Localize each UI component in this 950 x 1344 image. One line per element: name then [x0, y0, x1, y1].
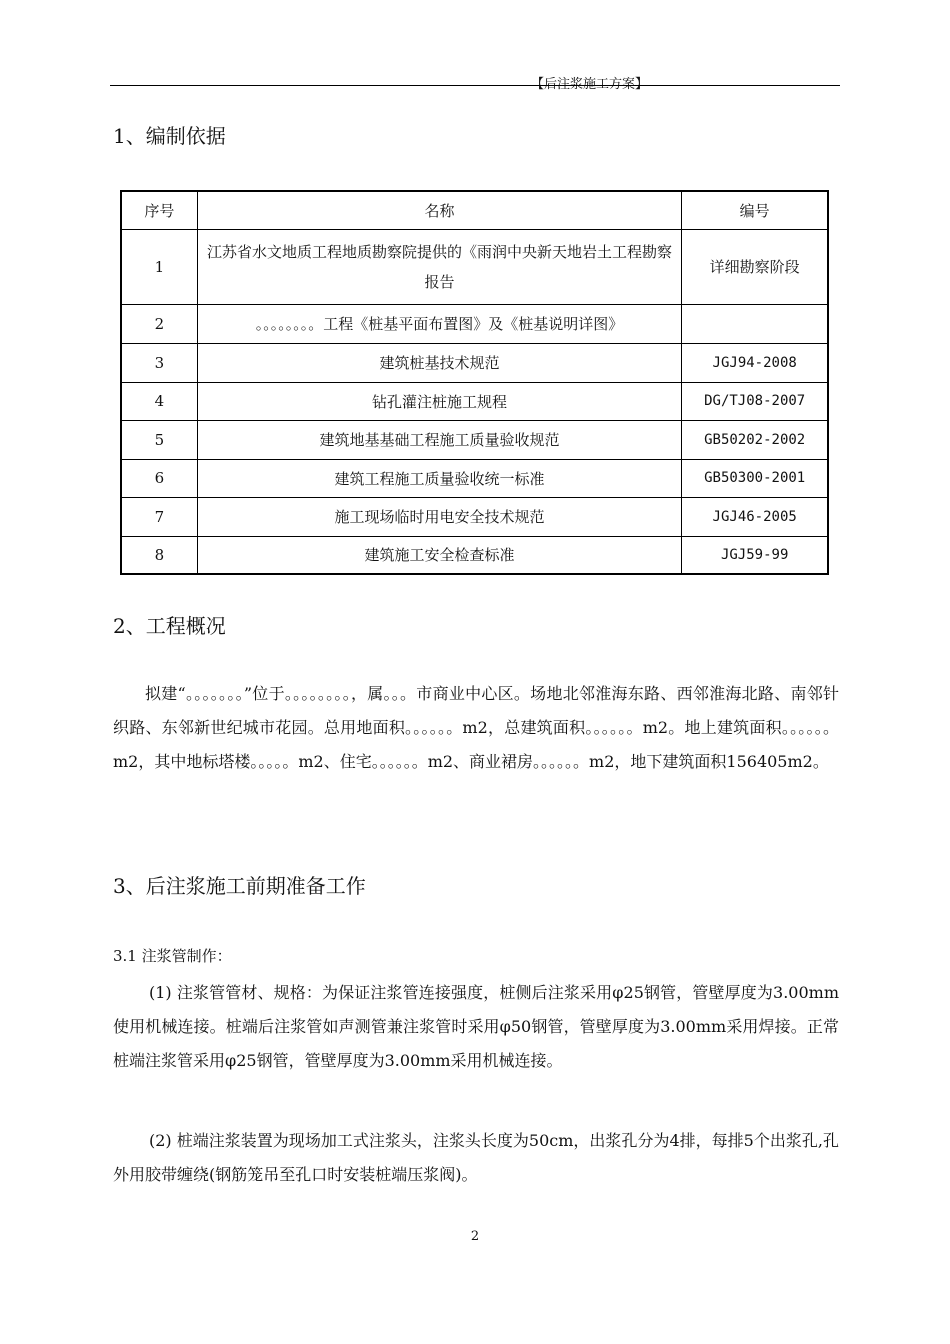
table-cell-index: 4: [121, 382, 197, 420]
table-row: [121, 304, 828, 343]
table-cell-index: 2: [121, 304, 197, 343]
section2-heading: 2、工程概况: [113, 614, 226, 638]
table-cell-index: 8: [121, 536, 197, 574]
table-cell-code: JGJ46-2005: [682, 497, 828, 536]
header-title: 【后注浆施工方案】: [530, 77, 648, 92]
table-row: [121, 343, 828, 382]
table-header-cell: 名称: [197, 191, 682, 229]
table-cell-index: 5: [121, 420, 197, 459]
table-cell-code: 详细勘察阶段: [682, 229, 828, 304]
table-cell-index: 3: [121, 343, 197, 382]
table-cell-code: DG/TJ08-2007: [682, 382, 828, 420]
table-cell-name: 建筑地基基础工程施工质量验收规范: [197, 420, 682, 459]
table-cell-name: 建筑施工安全检查标准: [197, 536, 682, 574]
table-cell-name: 施工现场临时用电安全技术规范: [197, 497, 682, 536]
table-cell-code: [682, 304, 828, 343]
table-cell-index: 7: [121, 497, 197, 536]
section3-heading: 3、后注浆施工前期准备工作: [113, 874, 366, 898]
table-row: [121, 382, 828, 420]
list-item: (2) 桩端注浆装置为现场加工式注浆头，注浆头长度为50cm，出浆孔分为4排，每排5个出浆孔,孔外用胶带缠绕(钢筋笼吊至孔口时安装桩端压浆阀)。: [113, 1131, 839, 1184]
table-cell-name: 。。。。。。。。工程《桩基平面布置图》及《桩基说明详图》: [197, 304, 682, 343]
table-cell-name: 建筑桩基技术规范: [197, 343, 682, 382]
table-cell-code: JGJ59-99: [682, 536, 828, 574]
table-cell-index: 6: [121, 459, 197, 497]
table-row: [121, 497, 828, 536]
overview-paragraph: 拟建“。。。。。。。”位于。。。。。。。。，属。。。市商业中心区。场地北邻淮海东路、西邻淮海北路、南邻针织路、东邻新世纪城市花园。总用地面积。。。。。。m2，总建筑面积。。。。。。m2。地上建筑面积。。。。。。m2，其中地标塔楼。。。。。m2、住宅。。。。。。m2、商业裙房。。。。。。m2，地下建筑面积156405m2。: [113, 684, 839, 771]
table-cell-name: 建筑工程施工质量验收统一标准: [197, 459, 682, 497]
table-cell-code: JGJ94-2008: [682, 343, 828, 382]
table-row: [121, 536, 828, 574]
list-item: (1) 注浆管管材、规格：为保证注浆管连接强度，桩侧后注浆采用φ25钢管，管壁厚度为3.00mm使用机械连接。桩端后注浆管如声测管兼注浆管时采用φ50钢管，管壁厚度为3.00mm采用焊接。正常桩端注浆管采用φ25钢管，管壁厚度为3.00mm采用机械连接。: [113, 983, 839, 1070]
table-header-cell: 序号: [121, 191, 197, 229]
table-cell-index: 1: [121, 229, 197, 304]
page-number: 2: [470, 1229, 480, 1244]
basis-table: [120, 190, 829, 575]
table-header-row: [121, 191, 828, 229]
header-divider: [110, 85, 840, 86]
table-cell-code: GB50300-2001: [682, 459, 828, 497]
table-row: [121, 420, 828, 459]
table-header-cell: 编号: [682, 191, 828, 229]
table-cell-code: GB50202-2002: [682, 420, 828, 459]
table-row: [121, 459, 828, 497]
section1-heading: 1、编制依据: [113, 124, 226, 148]
subsection-heading: 3.1 注浆管制作：: [113, 947, 232, 965]
table-cell-name: 江苏省水文地质工程地质勘察院提供的《雨润中央新天地岩土工程勘察报告: [197, 229, 682, 304]
table-row: [121, 229, 828, 304]
table-cell-name: 钻孔灌注桩施工规程: [197, 382, 682, 420]
